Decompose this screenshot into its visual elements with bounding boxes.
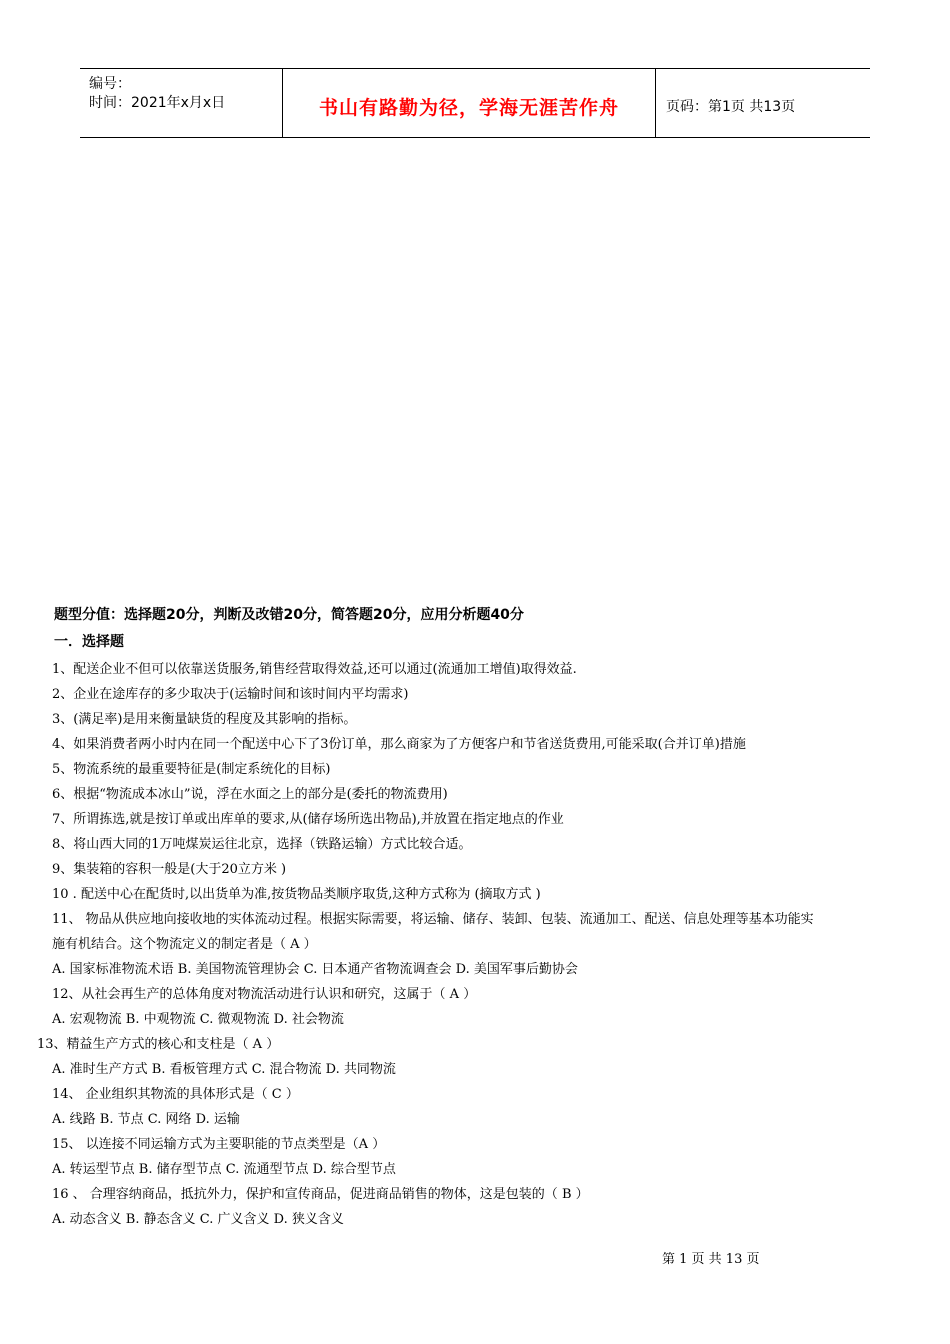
question-line: 16 、 合理容纳商品，抵抗外力，保护和宣传商品，促进商品销售的物体，这是包装的（ B ） — [52, 1187, 589, 1202]
option-line: A. 线路 B. 节点 C. 网络 D. 运输 — [52, 1112, 240, 1127]
question-line: 13、精益生产方式的核心和支柱是（ A ） — [37, 1037, 280, 1052]
question-line: 6、根据“物流成本冰山”说，浮在水面之上的部分是(委托的物流费用) — [52, 787, 448, 802]
option-line: A. 准时生产方式 B. 看板管理方式 C. 混合物流 D. 共同物流 — [52, 1062, 396, 1077]
question-line: 9、集装箱的容积一般是(大于20立方米 ) — [52, 862, 287, 877]
option-line: A. 宏观物流 B. 中观物流 C. 微观物流 D. 社会物流 — [52, 1012, 344, 1027]
header-motto-cell — [283, 69, 656, 137]
header-motto: 书山有路勤为径，学海无涯苦作舟 — [318, 97, 619, 119]
page-footer: 第 1 页 共 13 页 — [662, 1252, 760, 1267]
question-line: 施有机结合。这个物流定义的制定者是（ A ） — [52, 937, 317, 952]
option-line: A. 转运型节点 B. 储存型节点 C. 流通型节点 D. 综合型节点 — [52, 1162, 396, 1177]
option-line: A. 国家标准物流术语 B. 美国物流管理协会 C. 日本通产省物流调查会 D. 美国军事后勤协会 — [52, 962, 578, 977]
score-line: 题型分值：选择题20分，判断及改错20分，简答题20分，应用分析题40分 — [54, 607, 524, 623]
question-line: 15、 以连接不同运输方式为主要职能的节点类型是（A ） — [52, 1137, 386, 1152]
question-line: 4、如果消费者两小时内在同一个配送中心下了3份订单，那么商家为了方便客户和节省送货费用,可能采取(合并订单)措施 — [52, 737, 746, 752]
question-line: 10 . 配送中心在配货时,以出货单为准,按货物品类顺序取货,这种方式称为 (摘取方式 ) — [52, 887, 541, 902]
header-info-cell — [80, 69, 283, 137]
question-line: 1、配送企业不但可以依靠送货服务,销售经营取得效益,还可以通过(流通加工增值)取得效益. — [52, 662, 577, 677]
header-table — [80, 68, 870, 138]
question-line: 3、(满足率)是用来衡量缺货的程度及其影响的指标。 — [52, 712, 357, 727]
header-page-code: 页码：第1页 共13页 — [666, 99, 796, 115]
question-line: 14、 企业组织其物流的具体形式是（ C ） — [52, 1087, 299, 1102]
question-line: 12、从社会再生产的总体角度对物流活动进行认识和研究，这属于（ A ） — [52, 987, 477, 1002]
question-line: 8、将山西大同的1万吨煤炭运往北京，选择（铁路运输）方式比较合适。 — [52, 837, 472, 852]
document-number-label: 编号： — [89, 76, 131, 92]
section-title: 一．选择题 — [54, 634, 124, 650]
document-time-label: 时间：2021年x月x日 — [89, 95, 226, 111]
option-line: A. 动态含义 B. 静态含义 C. 广义含义 D. 狭义含义 — [52, 1212, 344, 1227]
header-page-cell — [656, 69, 870, 137]
question-line: 11、 物品从供应地向接收地的实体流动过程。根据实际需要，将运输、储存、装卸、包装、流通加工、配送、信息处理等基本功能实 — [52, 912, 814, 927]
question-line: 7、所谓拣选,就是按订单或出库单的要求,从(储存场所选出物品),并放置在指定地点的作业 — [52, 812, 564, 827]
question-line: 2、企业在途库存的多少取决于(运输时间和该时间内平均需求) — [52, 687, 409, 702]
question-line: 5、物流系统的最重要特征是(制定系统化的目标) — [52, 762, 331, 777]
